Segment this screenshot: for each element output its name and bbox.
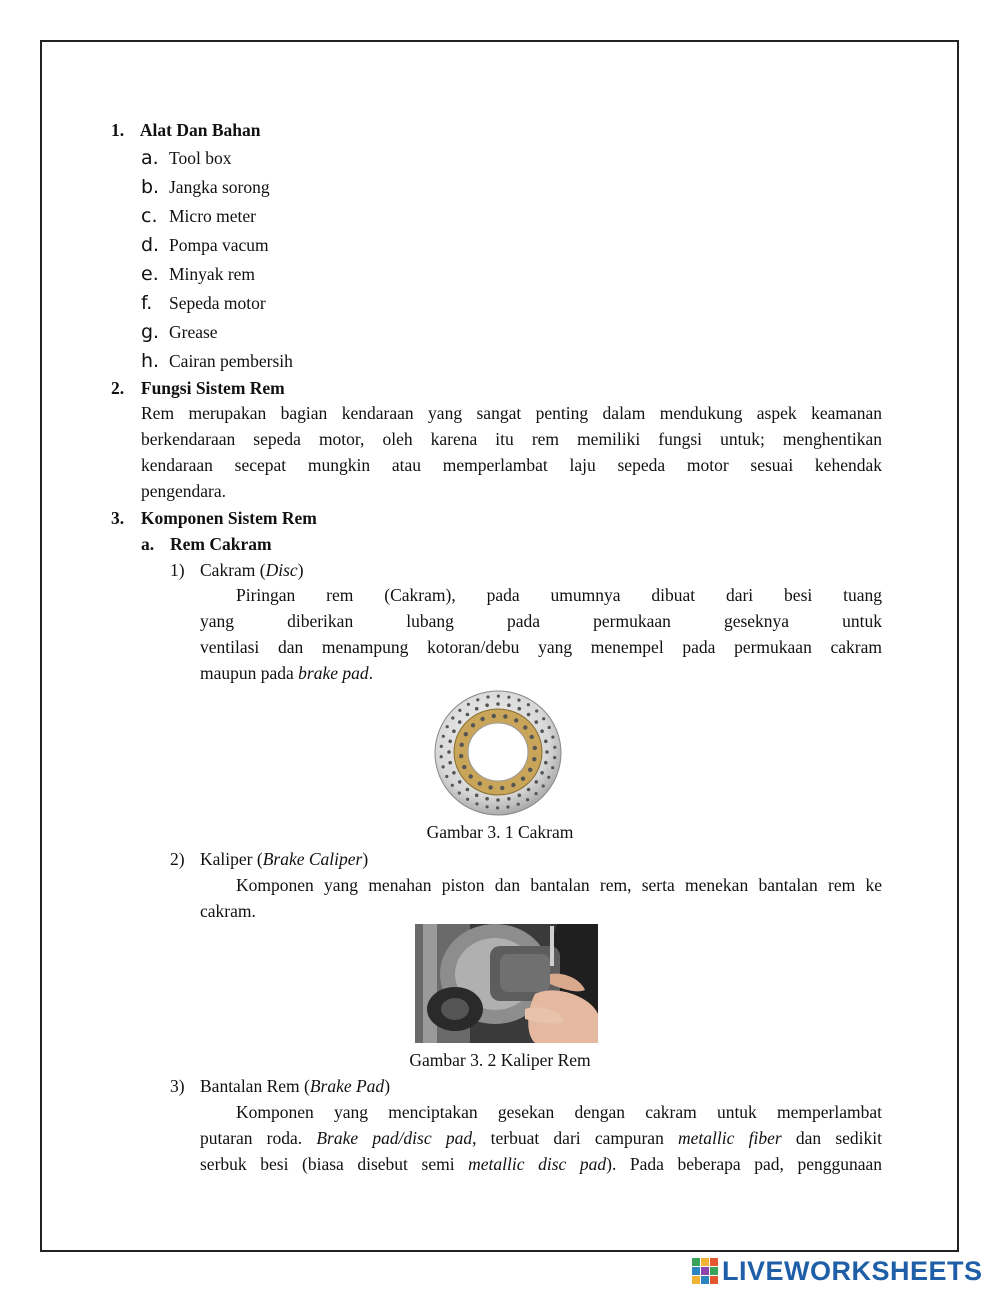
disc-hole [442,735,445,738]
item-label-end: ) [297,560,304,580]
brake-disc-image [433,688,563,818]
list-text: Cairan pembersih [169,351,293,371]
disc-hole [542,784,545,787]
disc-hole [507,797,511,801]
list-item [141,350,293,372]
item-label-italic: Brake Pad [309,1076,385,1096]
disc-hole [476,698,479,701]
liveworksheets-logo [692,1256,983,1286]
disc-hole [517,699,520,702]
italic-run: metallic fiber [678,1128,782,1148]
disc-hole [459,754,463,758]
list-item [141,205,256,227]
disc-hole [440,745,443,748]
paragraph-line: berkendaraan sepeda motor, oleh karena itu rem memiliki fungsi untuk; menghentikan [141,429,882,449]
disc-hole [523,725,527,729]
disc-hole [480,717,484,721]
list-text: Grease [169,322,218,342]
disc-hole [526,798,529,801]
paragraph-line: pengendara. [141,481,227,501]
disc-hole [446,725,449,728]
figure-caption: Gambar 3. 2 Kaliper Rem [409,1050,591,1070]
section-title: Alat Dan Bahan [139,120,261,140]
italic-run: Brake pad/disc pad [316,1128,473,1148]
disc-hole [544,761,548,765]
disc-hole [485,703,489,707]
disc-hole [551,736,554,739]
item-heading [170,848,368,870]
list-text: Sepeda motor [169,293,266,313]
list-letter: f. [141,292,153,314]
section-title: Komponen Sistem Rem [140,508,317,528]
list-text: Jangka sorong [169,177,270,197]
disc-hole [448,761,452,765]
section-3-heading [111,507,317,529]
disc-hole [458,791,461,794]
paragraph-line: kendaraan secepat mungkin atau memperlambat laju sepeda motor sesuai kehendak [141,455,882,475]
disc-hole [514,718,518,722]
disc-hole [485,797,489,801]
disc-hole [530,735,534,739]
list-letter: c. [141,205,158,227]
disc-hole [521,777,525,781]
list-item [141,263,255,285]
paragraph-line: Komponen yang menciptakan gesekan dengan cakram untuk memperlambat [236,1102,882,1122]
item-heading [170,559,304,581]
list-text: Pompa vacum [169,235,269,255]
disc-hole [466,788,470,792]
disc-hole [503,714,507,718]
list-letter: b. [141,176,160,198]
disc-hole [542,717,545,720]
disc-hole [548,726,551,729]
disc-hole [511,783,515,787]
text-run: , terbuat dari campuran [472,1128,679,1148]
disc-hole [488,785,492,789]
disc-hole [471,723,475,727]
disc-hole [507,696,510,699]
disc-hole [497,695,500,698]
disc-hole [535,780,539,784]
disc-hole [517,803,520,806]
subsection-letter: a. [141,534,155,554]
disc-hole [440,755,443,758]
disc-hole [547,776,550,779]
list-letter: e. [141,263,159,285]
text-run: serbuk besi (biasa disebut semi [200,1154,469,1174]
disc-hole [475,802,478,805]
item-label-italic: Brake Caliper [262,849,363,869]
disc-hole [469,774,473,778]
list-text: Minyak rem [169,264,256,284]
disc-hole [462,765,466,769]
text-run: putaran roda. [200,1128,317,1148]
disc-hole [486,805,489,808]
list-item [141,321,218,343]
section-number: 3. [111,508,125,528]
list-letter: a. [141,147,159,169]
italic-run: brake pad [298,663,369,683]
item-label-end: ) [384,1076,391,1096]
paragraph-line [200,1125,882,1151]
item-label-end: ) [362,849,369,869]
paragraph-line [200,1151,882,1177]
disc-hole [533,746,537,750]
disc-hole [500,786,504,790]
logo-text: LIVEWORKSHEETS [722,1255,983,1286]
disc-hole [452,729,456,733]
disc-hole [545,750,549,754]
disc-hole [458,780,462,784]
subsection-heading [141,533,272,555]
item-heading [170,1075,390,1097]
disc-hole [540,729,544,733]
paragraph-line: ventilasi dan menampung kotoran/debu yang menempel pada permukaan cakram [200,637,882,657]
disc-hole [451,716,454,719]
brake-caliper-image [415,924,598,1043]
disc-hole [527,788,531,792]
paragraph-line: Komponen yang menahan piston dan bantalan rem, serta menekan bantalan rem ke [236,875,882,895]
item-number: 3) [170,1076,185,1096]
list-item [141,234,269,256]
disc-hole [535,720,539,724]
disc-hole [527,713,531,717]
section-1-heading [111,119,261,141]
list-item [141,147,231,169]
item-label: Bantalan Rem ( [200,1076,310,1096]
list-letter: g. [141,321,160,343]
disc-hole [451,784,454,787]
item-number: 2) [170,849,185,869]
text-run: maupun pada [200,663,299,683]
item-label: Cakram ( [200,560,266,580]
text-run: . [368,663,374,683]
disc-hole [442,765,445,768]
disc-hole [553,746,556,749]
disc-hole [535,709,538,712]
disc-hole [532,757,536,761]
disc-hole [544,740,548,744]
paragraph-line: cakram. [200,901,256,921]
disc-hole [518,707,522,711]
list-item [141,176,270,198]
disc-hole [540,771,544,775]
list-text: Micro meter [169,206,256,226]
text-run: dan sedikit [781,1128,882,1148]
disc-hole [507,703,511,707]
disc-hole [518,794,522,798]
disc-hole [448,740,452,744]
section-number: 2. [111,378,125,398]
disc-hole [452,771,456,775]
list-letter: d. [141,234,160,256]
disc-hole [464,732,468,736]
paragraph-line: Rem merupakan bagian kendaraan yang sangat penting dalam mendukung aspek keamanan [141,403,882,423]
disc-hole [447,750,451,754]
section-2-heading [111,377,285,399]
disc-hole [445,775,448,778]
disc-hole [466,713,470,717]
item-label-italic: Disc [265,560,298,580]
item-label: Kaliper ( [200,849,263,869]
disc-hole [528,768,532,772]
figure-caption: Gambar 3. 1 Cakram [426,822,574,842]
paragraph-line [200,662,373,684]
disc-hole [496,806,499,809]
disc-hole [458,709,461,712]
disc-hole [466,798,469,801]
list-text: Tool box [169,148,232,168]
disc-hole [458,720,462,724]
disc-hole [551,766,554,769]
disc-hole [535,792,538,795]
italic-run: metallic disc pad [468,1154,607,1174]
disc-hole [467,703,470,706]
list-item [141,292,266,314]
text-run: ). Pada beberapa pad, penggunaan [606,1154,883,1174]
disc-hole [478,781,482,785]
paragraph-line: yang diberikan lubang pada permukaan geseknya untuk [200,611,882,631]
disc-hole [486,695,489,698]
disc-hole [475,707,479,711]
subsection-title: Rem Cakram [170,534,272,554]
disc-hole [527,703,530,706]
item-number: 1) [170,560,185,580]
disc-hole [506,805,509,808]
disc-hole [492,714,496,718]
paragraph-line: Piringan rem (Cakram), pada umumnya dibuat dari besi tuang [236,585,882,605]
list-letter: h. [141,350,160,372]
section-number: 1. [111,120,125,140]
disc-hole [460,743,464,747]
section-title: Fungsi Sistem Rem [140,378,285,398]
logo-blocks-icon [692,1258,718,1284]
disc-hole [553,756,556,759]
disc-hole [496,702,500,706]
disc-hole [496,798,500,802]
disc-hole [475,794,479,798]
